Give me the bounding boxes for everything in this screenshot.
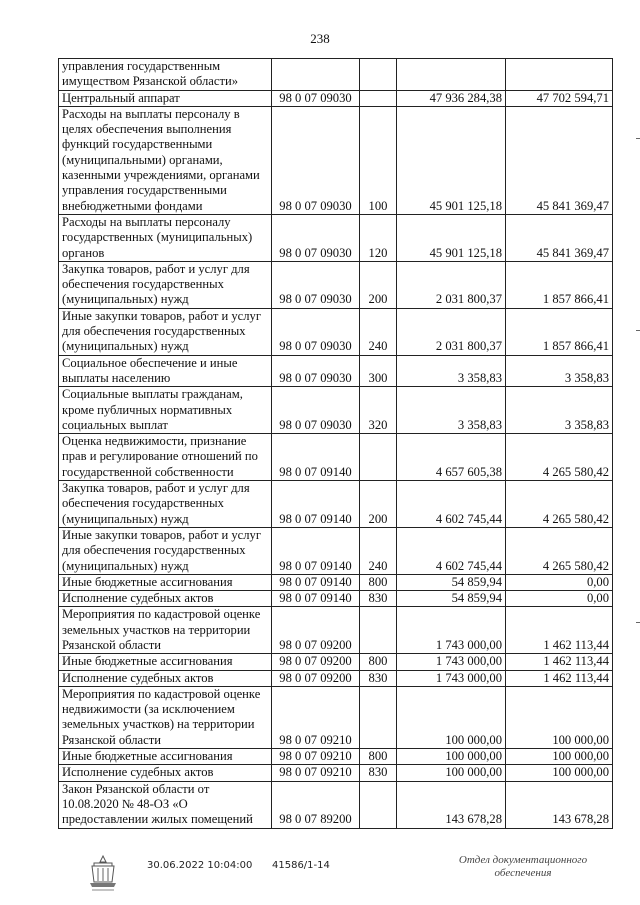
row-name: Закупка товаров, работ и услуг для обеспечения государственных (муниципальных) нужд <box>59 261 272 308</box>
row-value-2021: 1 743 000,00 <box>397 654 506 670</box>
row-value-2022: 4 265 580,42 <box>506 434 613 481</box>
row-name: Исполнение судебных актов <box>59 591 272 607</box>
row-code: 98 0 07 09140 <box>272 591 360 607</box>
row-code: 98 0 07 09030 <box>272 261 360 308</box>
row-value-2022: 0,00 <box>506 574 613 590</box>
row-value-2022: 4 265 580,42 <box>506 481 613 528</box>
page-number: 238 <box>310 31 330 46</box>
row-type <box>360 59 397 91</box>
table-row <box>59 670 613 686</box>
row-code: 98 0 07 09030 <box>272 214 360 261</box>
table-row <box>59 607 613 654</box>
row-value-2022: 1 462 113,44 <box>506 670 613 686</box>
row-code: 98 0 07 09200 <box>272 670 360 686</box>
table-row <box>59 434 613 481</box>
table-row <box>59 781 613 828</box>
row-code: 98 0 07 09030 <box>272 308 360 355</box>
scan-edge-mark <box>636 330 640 331</box>
row-value-2022: 45 841 369,47 <box>506 214 613 261</box>
row-name: Иные бюджетные ассигнования <box>59 654 272 670</box>
row-type <box>360 686 397 748</box>
row-name: Мероприятия по кадастровой оценке недвижимости (за исключением земельных участков) на территории Рязанской области <box>59 686 272 748</box>
row-type: 200 <box>360 261 397 308</box>
row-code: 98 0 07 09030 <box>272 106 360 214</box>
row-value-2022 <box>506 59 613 91</box>
row-type <box>360 607 397 654</box>
row-value-2022: 0,00 <box>506 591 613 607</box>
row-name: Иные закупки товаров, работ и услуг для обеспечения государственных (муниципальных) нужд <box>59 527 272 574</box>
row-code: 98 0 07 09030 <box>272 90 360 106</box>
table-row <box>59 527 613 574</box>
row-value-2021: 45 901 125,18 <box>397 106 506 214</box>
row-value-2021: 100 000,00 <box>397 686 506 748</box>
row-value-2022: 47 702 594,71 <box>506 90 613 106</box>
department-stamp <box>448 854 598 880</box>
row-value-2021: 100 000,00 <box>397 765 506 781</box>
row-type <box>360 90 397 106</box>
row-value-2021: 4 602 745,44 <box>397 527 506 574</box>
row-code: 98 0 07 09030 <box>272 387 360 434</box>
row-type: 320 <box>360 387 397 434</box>
row-value-2021: 4 657 605,38 <box>397 434 506 481</box>
row-code: 98 0 07 89200 <box>272 781 360 828</box>
scan-edge-mark <box>636 138 640 139</box>
footer-doc-id: 41586/1-14 <box>272 860 330 871</box>
row-name: Расходы на выплаты персоналу государственных (муниципальных) органов <box>59 214 272 261</box>
row-value-2022: 45 841 369,47 <box>506 106 613 214</box>
row-value-2021 <box>397 59 506 91</box>
row-value-2022: 1 462 113,44 <box>506 607 613 654</box>
row-value-2022: 100 000,00 <box>506 686 613 748</box>
row-value-2021: 2 031 800,37 <box>397 308 506 355</box>
row-code: 98 0 07 09210 <box>272 765 360 781</box>
stamp-line-1: Отдел документационного <box>458 854 588 866</box>
row-code: 98 0 07 09140 <box>272 434 360 481</box>
table-row <box>59 686 613 748</box>
table-row <box>59 765 613 781</box>
row-code: 98 0 07 09210 <box>272 749 360 765</box>
row-type: 800 <box>360 654 397 670</box>
table-row <box>59 481 613 528</box>
row-code: 98 0 07 09210 <box>272 686 360 748</box>
row-value-2022: 100 000,00 <box>506 749 613 765</box>
row-code: 98 0 07 09030 <box>272 355 360 387</box>
table-row <box>59 106 613 214</box>
row-type: 240 <box>360 527 397 574</box>
row-value-2022: 1 857 866,41 <box>506 261 613 308</box>
row-value-2021: 143 678,28 <box>397 781 506 828</box>
row-name: Исполнение судебных актов <box>59 670 272 686</box>
row-value-2021: 4 602 745,44 <box>397 481 506 528</box>
table-row <box>59 90 613 106</box>
duma-emblem-icon <box>86 852 120 892</box>
row-name: управления государственным имуществом Рязанской области» <box>59 59 272 91</box>
row-name: Исполнение судебных актов <box>59 765 272 781</box>
row-type: 120 <box>360 214 397 261</box>
row-value-2021: 54 859,94 <box>397 574 506 590</box>
row-type: 200 <box>360 481 397 528</box>
row-type: 100 <box>360 106 397 214</box>
row-name: Иные бюджетные ассигнования <box>59 749 272 765</box>
row-name: Социальное обеспечение и иные выплаты населению <box>59 355 272 387</box>
table-row <box>59 591 613 607</box>
budget-table <box>58 58 613 829</box>
row-type <box>360 781 397 828</box>
row-value-2021: 3 358,83 <box>397 387 506 434</box>
row-value-2022: 3 358,83 <box>506 387 613 434</box>
scan-edge-mark <box>636 622 640 623</box>
row-value-2022: 3 358,83 <box>506 355 613 387</box>
row-type: 800 <box>360 749 397 765</box>
table-row <box>59 387 613 434</box>
table-row <box>59 355 613 387</box>
row-value-2022: 4 265 580,42 <box>506 527 613 574</box>
row-value-2021: 1 743 000,00 <box>397 670 506 686</box>
table-row <box>59 654 613 670</box>
row-type <box>360 434 397 481</box>
table-row <box>59 214 613 261</box>
table-row <box>59 749 613 765</box>
row-name: Оценка недвижимости, признание прав и регулирование отношений по государственной собственности <box>59 434 272 481</box>
row-code: 98 0 07 09140 <box>272 527 360 574</box>
row-value-2021: 54 859,94 <box>397 591 506 607</box>
table-row <box>59 574 613 590</box>
row-code: 98 0 07 09200 <box>272 654 360 670</box>
table-row <box>59 261 613 308</box>
row-value-2022: 100 000,00 <box>506 765 613 781</box>
row-value-2021: 45 901 125,18 <box>397 214 506 261</box>
row-type: 830 <box>360 670 397 686</box>
table-row <box>59 59 613 91</box>
row-name: Закон Рязанской области от 10.08.2020 № 48-ОЗ «О предоставлении жилых помещений <box>59 781 272 828</box>
row-code: 98 0 07 09140 <box>272 481 360 528</box>
row-value-2022: 1 857 866,41 <box>506 308 613 355</box>
footer-date: 30.06.2022 10:04:00 <box>147 860 253 871</box>
table-row <box>59 308 613 355</box>
row-name: Расходы на выплаты персоналу в целях обеспечения выполнения функций государственными (муниципальными) органами, казенными учреждениями, органами управления государственными внебюджетными фондами <box>59 106 272 214</box>
row-name: Иные закупки товаров, работ и услуг для обеспечения государственных (муниципальных) нужд <box>59 308 272 355</box>
row-value-2021: 100 000,00 <box>397 749 506 765</box>
row-type: 240 <box>360 308 397 355</box>
row-name: Центральный аппарат <box>59 90 272 106</box>
row-code: 98 0 07 09140 <box>272 574 360 590</box>
row-name: Социальные выплаты гражданам, кроме публичных нормативных социальных выплат <box>59 387 272 434</box>
row-code: 98 0 07 09200 <box>272 607 360 654</box>
row-name: Мероприятия по кадастровой оценке земельных участков на территории Рязанской области <box>59 607 272 654</box>
row-value-2022: 1 462 113,44 <box>506 654 613 670</box>
stamp-line-2: обеспечения <box>494 867 552 879</box>
row-type: 800 <box>360 574 397 590</box>
row-name: Иные бюджетные ассигнования <box>59 574 272 590</box>
row-value-2021: 3 358,83 <box>397 355 506 387</box>
row-value-2022: 143 678,28 <box>506 781 613 828</box>
row-code <box>272 59 360 91</box>
row-value-2021: 1 743 000,00 <box>397 607 506 654</box>
row-type: 830 <box>360 765 397 781</box>
row-type: 300 <box>360 355 397 387</box>
row-type: 830 <box>360 591 397 607</box>
row-value-2021: 2 031 800,37 <box>397 261 506 308</box>
row-value-2021: 47 936 284,38 <box>397 90 506 106</box>
row-name: Закупка товаров, работ и услуг для обеспечения государственных (муниципальных) нужд <box>59 481 272 528</box>
